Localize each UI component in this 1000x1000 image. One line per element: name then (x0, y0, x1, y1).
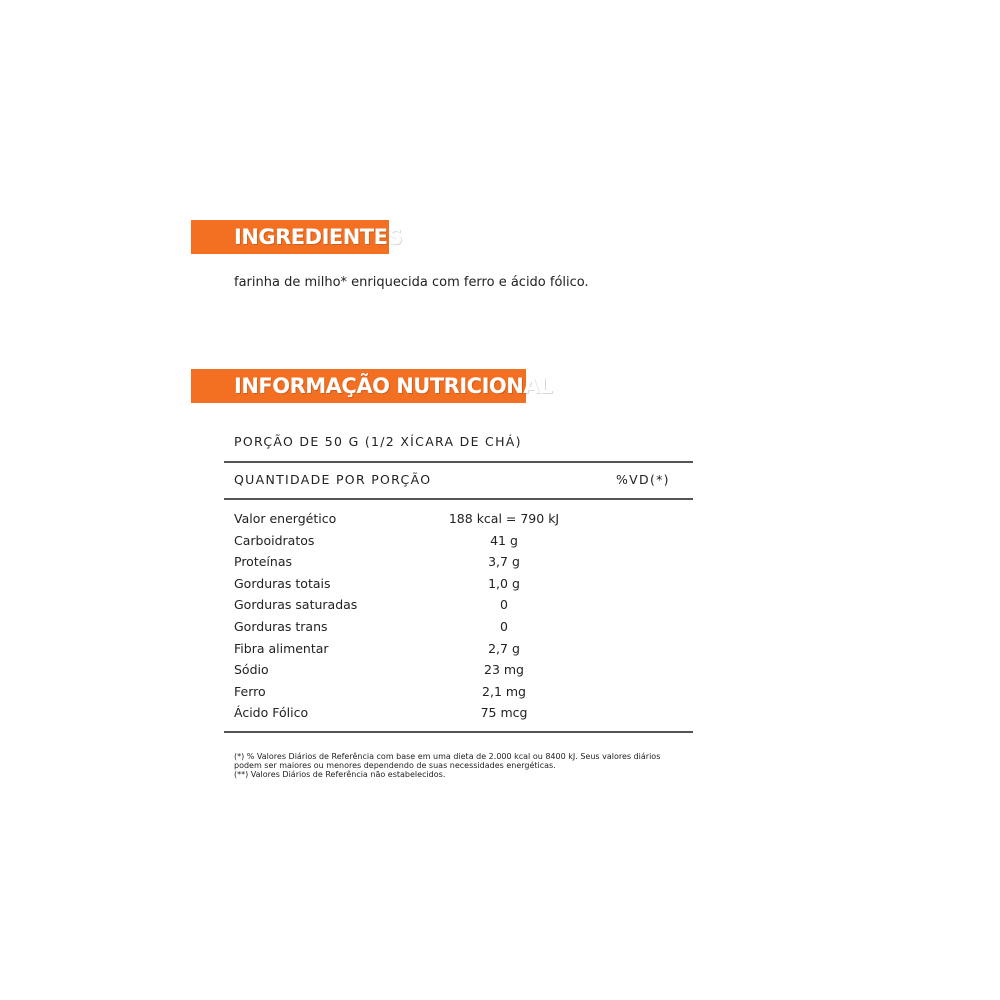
nutrient-name: Ácido Fólico (234, 705, 309, 721)
table-row (234, 595, 674, 617)
nutrient-value: 0 (500, 597, 508, 613)
nutrient-value: 41 g (490, 532, 518, 548)
table-row (234, 552, 674, 574)
nutrient-name: Fibra alimentar (234, 640, 329, 656)
nutrient-value: 23 mg (484, 662, 524, 678)
ingredientes-title: INGREDIENTES (234, 225, 403, 249)
ingredients-text: farinha de milho* enriquecida com ferro e ácido fólico. (234, 275, 589, 290)
table-row (234, 660, 674, 682)
footnote-line: (*) % Valores Diários de Referência com base em uma dieta de 2.000 kcal ou 8400 kJ. Seus valores diários (234, 752, 661, 761)
nutrition-table-header (234, 472, 674, 487)
nutrient-name: Gorduras saturadas (234, 597, 358, 613)
footnote-line: podem ser maiores ou menores dependendo de suas necessidades energéticas. (234, 761, 556, 770)
nutrient-name: Gorduras trans (234, 618, 328, 634)
table-row (234, 682, 674, 704)
nutrient-value: 2,1 mg (482, 683, 526, 699)
nutrient-name: Gorduras totais (234, 575, 331, 591)
nutrient-name: Valor energético (234, 511, 337, 526)
nutrient-name: Sódio (234, 662, 269, 678)
nutrient-value: 1,0 g (488, 575, 520, 591)
portion-size: PORÇÃO DE 50 G (1/2 XÍCARA DE CHÁ) (234, 434, 522, 449)
table-row (234, 531, 674, 553)
nutrition-banner (191, 369, 552, 403)
nutrient-name: Ferro (234, 683, 266, 699)
nutrition-title: INFORMAÇÃO NUTRICIONAL (234, 374, 552, 398)
divider-bottom (224, 731, 693, 733)
nutrient-value: 75 mcg (480, 705, 528, 721)
table-row (234, 574, 674, 596)
table-row (234, 617, 674, 639)
table-row (234, 703, 674, 725)
nutrient-value: 2,7 g (488, 640, 520, 656)
nutrient-name: Carboidratos (234, 532, 315, 548)
nutrition-table-body (234, 509, 674, 725)
nutrient-name: Proteínas (234, 554, 292, 570)
nutrient-value: 188 kcal = 790 kJ (448, 511, 560, 526)
header-vd: %VD(*) (616, 472, 670, 487)
nutrient-value: 3,7 g (488, 554, 520, 570)
header-quantity: QUANTIDADE POR PORÇÃO (234, 472, 432, 487)
footnote-line: (**) Valores Diários de Referência não estabelecidos. (234, 770, 446, 779)
ingredientes-banner (191, 220, 403, 254)
divider-top (224, 461, 693, 463)
table-row (234, 639, 674, 661)
table-row (234, 509, 674, 531)
footnotes (234, 752, 694, 779)
nutrient-value: 0 (500, 618, 508, 634)
divider-header (224, 498, 693, 500)
